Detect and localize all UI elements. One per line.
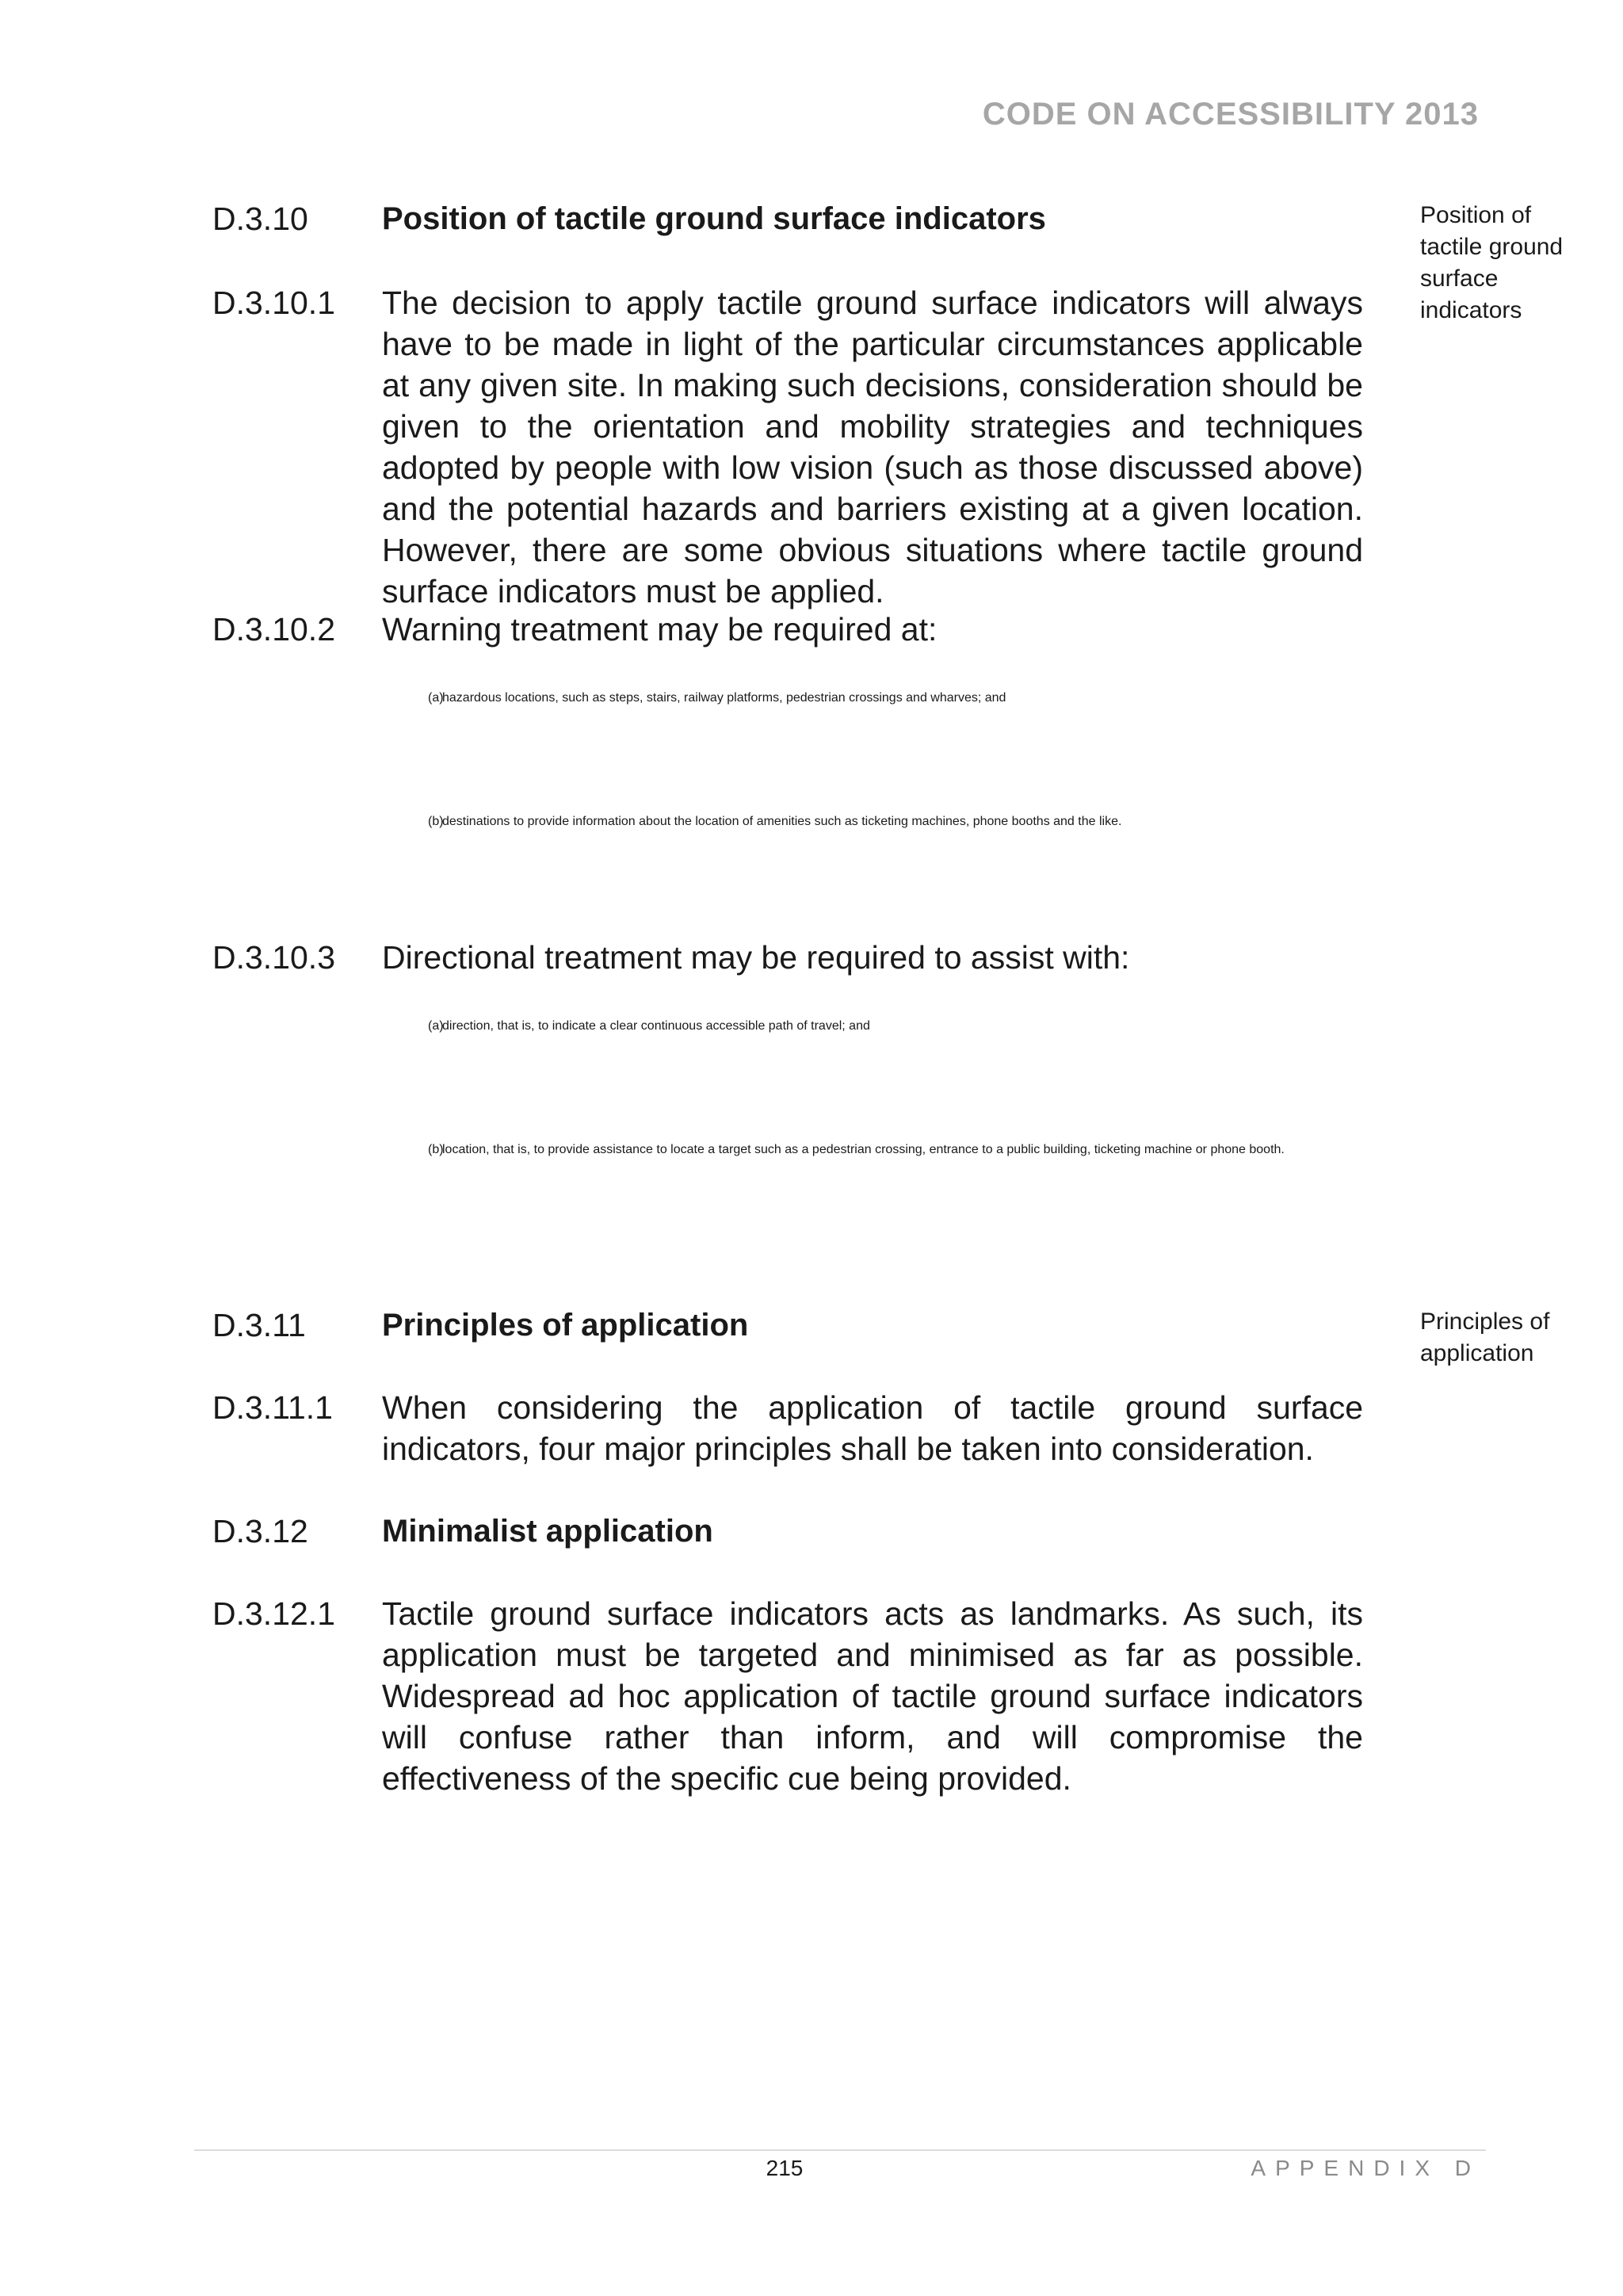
section-heading: Position of tactile ground surface indicators [382,201,1046,236]
section-number: D.3.10.1 [212,285,335,321]
section-heading: Minimalist application [382,1514,713,1549]
list-item-label: (b) [428,815,444,828]
list-item-label: (a) [428,1019,444,1033]
margin-note-position: Position of tactile ground surface indicators [1420,202,1564,323]
section-number: D.3.11.1 [212,1389,333,1426]
list-item-label: (b) [428,1143,444,1156]
section-paragraph: Warning treatment may be required at: [382,611,938,648]
section-heading: Principles of application [382,1308,749,1343]
section-paragraph: Directional treatment may be required to assist with: [382,939,1130,976]
section-number: D.3.10.2 [212,611,335,648]
section-number: D.3.12.1 [212,1595,335,1632]
list-item-text: hazardous locations, such as steps, stairs, railway platforms, pedestrian crossings and wharves; and [442,691,1006,705]
list-item-label: (a) [428,691,444,705]
section-paragraph: Tactile ground surface indicators acts as landmarks. As such, its application must be targeted and minimised as far as possible. Widespread ad hoc application of tactile ground surface indicators will confuse rather than inform, and will compromise the effectiveness of the specific cue being provided. [382,1595,1363,1797]
section-number: D.3.10 [212,201,308,237]
section-number: D.3.11 [212,1307,306,1343]
list-item-text: direction, that is, to indicate a clear continuous accessible path of travel; and [442,1019,870,1033]
section-number: D.3.10.3 [212,939,335,976]
list-item-text: location, that is, to provide assistance to locate a target such as a pedestrian crossing, entrance to a public building, ticketing machine or phone booth. [442,1143,1285,1156]
list-item-text: destinations to provide information about the location of amenities such as ticketing machines, phone booths and the like. [442,815,1122,828]
page-number: 215 [766,2156,804,2180]
section-paragraph: The decision to apply tactile ground surface indicators will always have to be made in light of the particular circumstances applicable at any given site. In making such decisions, consideration should be given to the orientation and mobility strategies and techniques adopted by people with low vision (such as those discussed above) and the potential hazards and barriers existing at a given location. However, there are some obvious situations where tactile ground surface indicators must be applied. [382,285,1363,609]
margin-note-principles: Principles of application [1420,1308,1550,1366]
section-paragraph: When considering the application of tactile ground surface indicators, four major principles shall be taken into consideration. [382,1389,1363,1467]
appendix-label: APPENDIX D [1251,2156,1480,2180]
section-number: D.3.12 [212,1513,308,1549]
footer-divider [194,2149,1486,2151]
document-header-title: CODE ON ACCESSIBILITY 2013 [982,97,1479,132]
